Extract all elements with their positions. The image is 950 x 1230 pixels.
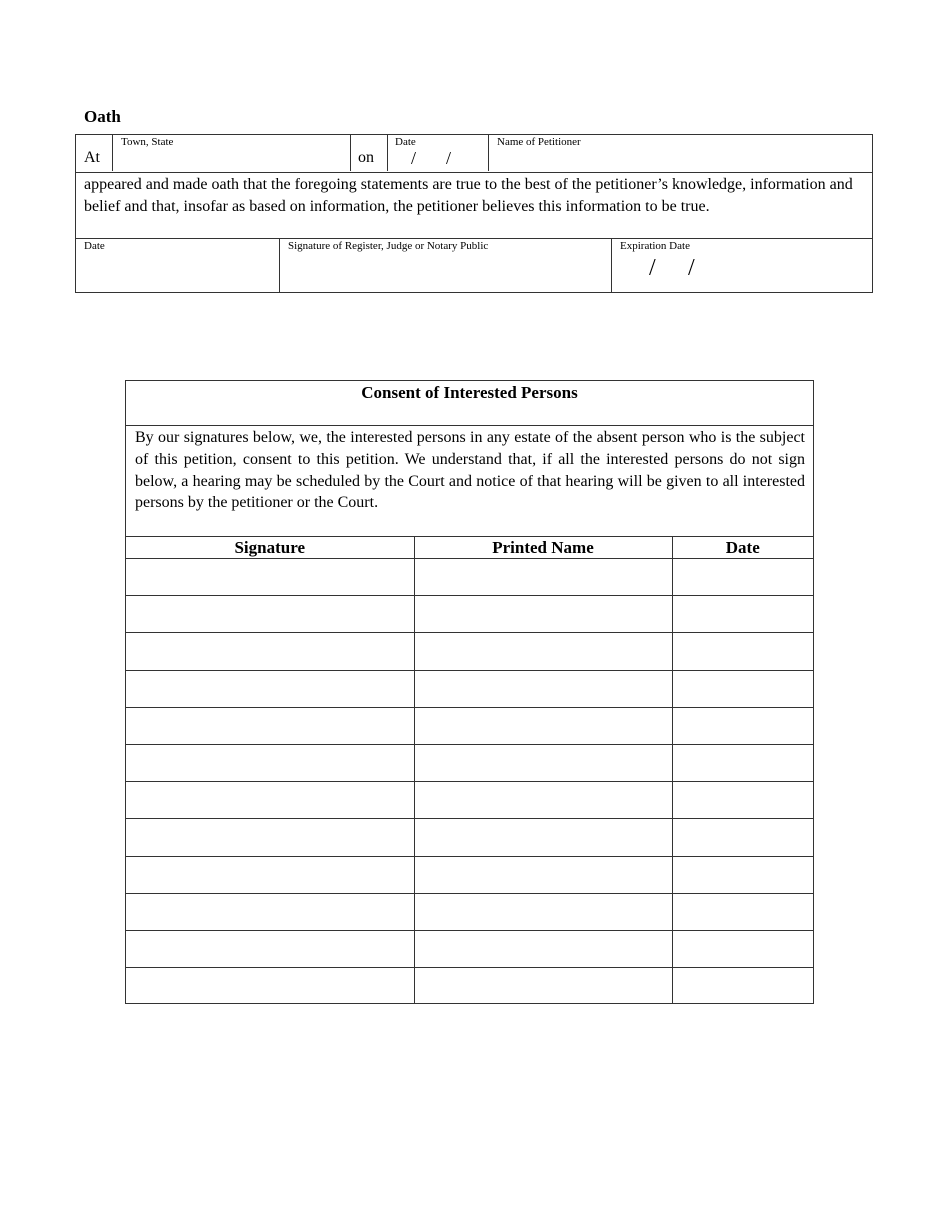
printed-name-cell[interactable] (414, 707, 672, 744)
date-cell[interactable] (672, 633, 813, 670)
signature-cell[interactable] (126, 856, 414, 893)
signature-cell[interactable] (126, 559, 414, 596)
date-slash-2: / (446, 148, 452, 168)
date-cell[interactable] (672, 930, 813, 967)
table-row (126, 930, 813, 967)
table-row (126, 670, 813, 707)
date-cell[interactable] (672, 856, 813, 893)
printed-name-cell[interactable] (414, 559, 672, 596)
date-cell[interactable] (672, 744, 813, 781)
town-state-label: Town, State (121, 136, 174, 148)
signature-table-header (126, 537, 813, 559)
consent-divider (126, 425, 813, 426)
printed-name-cell[interactable] (414, 596, 672, 633)
date-cell[interactable] (672, 670, 813, 707)
petitioner-name-field[interactable] (488, 135, 872, 171)
table-row (126, 559, 813, 596)
column-header-signature: Signature (126, 537, 414, 559)
oath-bottom-date-label: Date (84, 240, 105, 252)
table-row (126, 856, 813, 893)
signature-cell[interactable] (126, 819, 414, 856)
signature-cell[interactable] (126, 744, 414, 781)
table-row (126, 893, 813, 930)
printed-name-cell[interactable] (414, 744, 672, 781)
town-state-field[interactable] (112, 135, 350, 171)
oath-title: Oath (84, 107, 121, 126)
table-row (126, 744, 813, 781)
signature-table (126, 536, 813, 1004)
printed-name-cell[interactable] (414, 819, 672, 856)
date-slash-1: / (411, 148, 417, 168)
consent-text: By our signatures below, we, the interested persons in any estate of the absent person who is the subject of this petition, consent to this petition. We understand that, if all the interested persons do not sign below, a hearing may be scheduled by the Court and notice of that hearing will be given to all interested persons by the petitioner or the Court. (135, 429, 805, 512)
signature-cell[interactable] (126, 968, 414, 1005)
table-row (126, 707, 813, 744)
table-row (126, 633, 813, 670)
signature-label: Signature of Register, Judge or Notary Public (288, 240, 489, 252)
printed-name-cell[interactable] (414, 633, 672, 670)
at-label: At (84, 149, 100, 166)
oath-bottom-date-field[interactable] (76, 239, 279, 293)
on-cell (350, 135, 387, 171)
printed-name-cell[interactable] (414, 893, 672, 930)
oath-signature-row (76, 238, 872, 293)
printed-name-cell[interactable] (414, 670, 672, 707)
table-row (126, 819, 813, 856)
table-row (126, 596, 813, 633)
signature-field[interactable] (279, 239, 611, 293)
signature-cell[interactable] (126, 930, 414, 967)
petitioner-name-label: Name of Petitioner (497, 136, 581, 148)
expiration-date-field[interactable] (611, 239, 872, 293)
printed-name-cell[interactable] (414, 782, 672, 819)
oath-box (75, 134, 873, 293)
signature-cell[interactable] (126, 782, 414, 819)
date-cell[interactable] (672, 559, 813, 596)
table-row (126, 782, 813, 819)
date-cell[interactable] (672, 968, 813, 1005)
expiration-date-label: Expiration Date (620, 240, 690, 252)
column-header-printed-name: Printed Name (414, 537, 672, 559)
signature-cell[interactable] (126, 670, 414, 707)
printed-name-cell[interactable] (414, 856, 672, 893)
date-cell[interactable] (672, 893, 813, 930)
consent-title: Consent of Interested Persons (361, 383, 578, 402)
date-cell[interactable] (672, 707, 813, 744)
signature-cell[interactable] (126, 707, 414, 744)
oath-header-row (76, 135, 872, 173)
signature-cell[interactable] (126, 893, 414, 930)
printed-name-cell[interactable] (414, 930, 672, 967)
date-cell[interactable] (672, 596, 813, 633)
oath-date-label: Date (395, 136, 416, 148)
oath-statement: appeared and made oath that the foregoing statements are true to the best of the petitioner’s knowledge, information and belief and that, insofar as based on information, the petitioner believes this information to be true. (84, 176, 853, 215)
signature-cell[interactable] (126, 633, 414, 670)
on-label: on (358, 149, 374, 166)
date-cell[interactable] (672, 819, 813, 856)
at-cell (76, 135, 112, 171)
oath-date-field[interactable] (387, 135, 488, 171)
signature-cell[interactable] (126, 596, 414, 633)
column-header-date: Date (672, 537, 813, 559)
date-cell[interactable] (672, 782, 813, 819)
table-row (126, 968, 813, 1005)
printed-name-cell[interactable] (414, 968, 672, 1005)
consent-box (125, 380, 814, 1004)
expiration-slash-1: / (649, 255, 656, 281)
expiration-slash-2: / (688, 255, 695, 281)
